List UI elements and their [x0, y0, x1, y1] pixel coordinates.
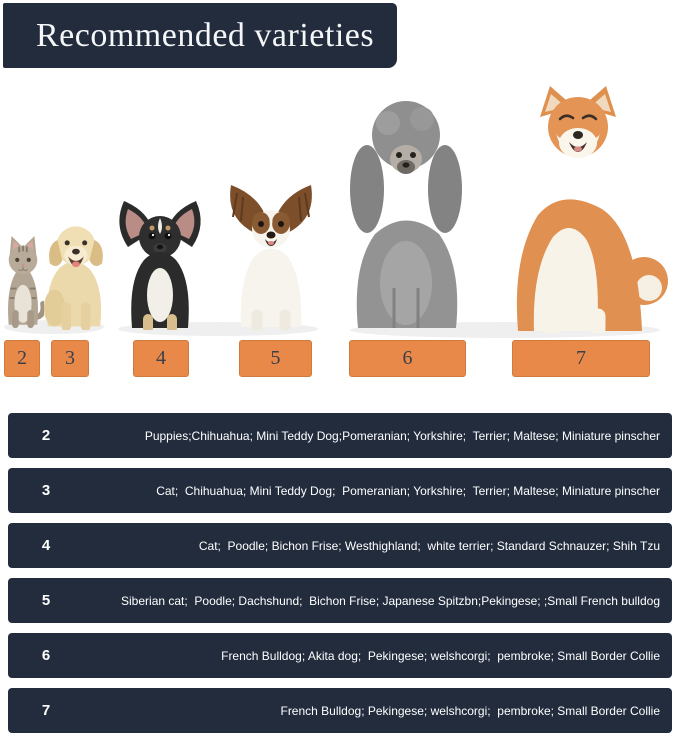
table-row	[8, 523, 672, 568]
poodle-image	[342, 93, 477, 330]
row-size-number: 5	[41, 592, 51, 609]
row-size-number: 6	[41, 647, 51, 664]
row-size-number: 4	[41, 537, 51, 554]
table-row	[8, 633, 672, 678]
row-size-number: 7	[41, 702, 51, 719]
row-breeds-text: French Bulldog; Akita dog; Pekingese; welshcorgi; pembroke; Small Border Collie	[221, 648, 660, 663]
table-row	[8, 413, 672, 458]
row-breeds-text: Puppies;Chihuahua; Mini Teddy Dog;Pomeranian; Yorkshire; Terrier; Maltese; Miniature pinscher	[144, 428, 660, 443]
table-row	[8, 468, 672, 513]
size-badge-5: 5	[239, 340, 312, 377]
chihuahua-image	[112, 191, 208, 330]
table-row	[8, 688, 672, 733]
size-badge-3: 3	[51, 340, 89, 377]
page-title: Recommended varieties	[36, 16, 375, 54]
puppy-image	[40, 215, 108, 330]
size-badge-2: 2	[4, 340, 40, 377]
row-breeds-text: French Bulldog; Pekingese; welshcorgi; pembroke; Small Border Collie	[280, 703, 660, 718]
row-breeds-text: Siberian cat; Poodle; Dachshund; Bichon Frise; Japanese Spitzbn;Pekingese; ;Small French bulldog	[121, 593, 660, 608]
size-badge-4: 4	[133, 340, 189, 377]
row-size-number: 3	[41, 482, 51, 499]
table-row	[8, 578, 672, 623]
row-breeds-text: Cat; Poodle; Bichon Frise; Westhighland; white terrier; Standard Schnauzer; Shih Tzu	[198, 538, 660, 553]
size-badge-7: 7	[512, 340, 650, 377]
akita-image	[494, 81, 669, 333]
size-badge-6: 6	[349, 340, 466, 377]
header-bar	[3, 3, 397, 68]
kitten-image	[2, 227, 44, 330]
papillon-image	[217, 177, 326, 330]
row-size-number: 2	[41, 427, 51, 444]
row-breeds-text: Cat; Chihuahua; Mini Teddy Dog; Pomeranian; Yorkshire; Terrier; Maltese; Miniature pinscher	[156, 483, 660, 498]
